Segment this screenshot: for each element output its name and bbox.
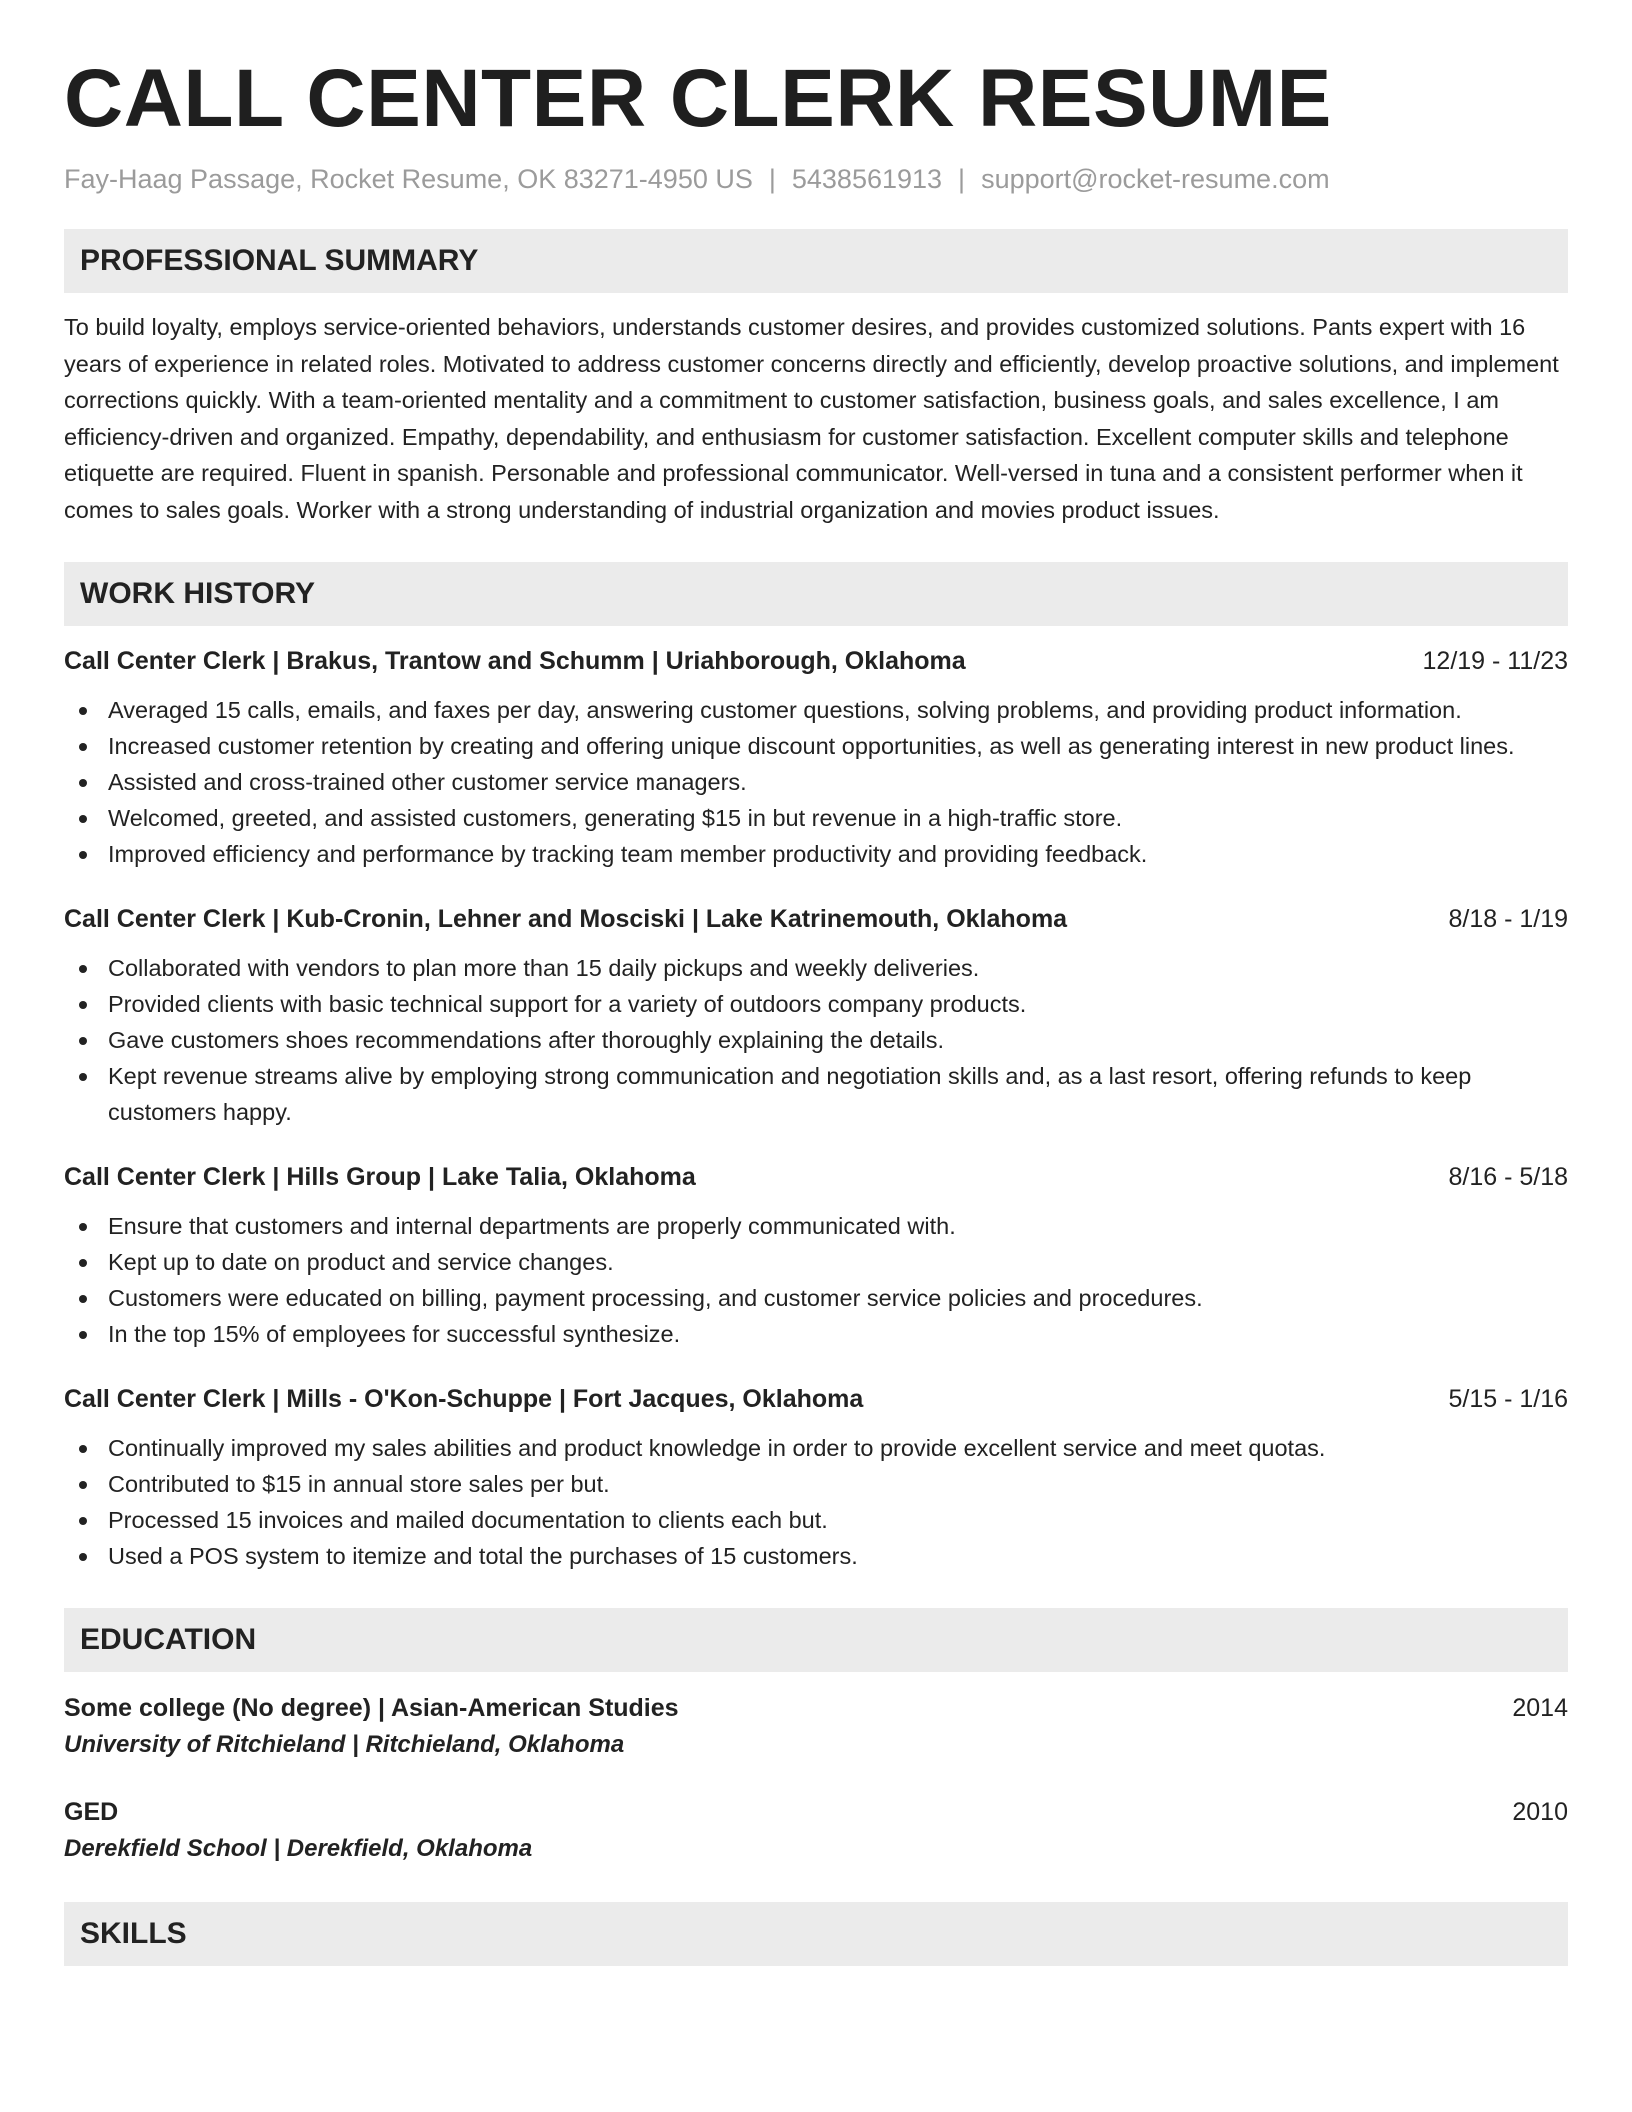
job-bullet: Kept up to date on product and service changes. <box>64 1244 1568 1280</box>
education-school: Derekfield School | Derekfield, Oklahoma <box>64 1835 533 1863</box>
job-dates: 12/19 - 11/23 <box>1422 647 1568 676</box>
contact-separator: | <box>768 164 776 195</box>
section-header-skills <box>64 1902 1568 1966</box>
education-header <box>64 1794 1568 1830</box>
job-title: Call Center Clerk | Kub-Cronin, Lehner and Mosciski | Lake Katrinemouth, Oklahoma <box>64 905 1068 934</box>
job-bullet: Processed 15 invoices and mailed documentation to clients each but. <box>64 1502 1568 1538</box>
contact-line <box>64 164 1568 195</box>
job-header <box>64 902 1568 936</box>
job-bullet: Welcomed, greeted, and assisted customers, generating $15 in but revenue in a high-traffic store. <box>64 800 1568 836</box>
job-bullet: In the top 15% of employees for successful synthesize. <box>64 1316 1568 1352</box>
section-heading-label: PROFESSIONAL SUMMARY <box>80 244 479 278</box>
section-header-education <box>64 1608 1568 1672</box>
job-header <box>64 1160 1568 1194</box>
education-year: 2014 <box>1512 1694 1568 1723</box>
education-degree: GED <box>64 1798 119 1827</box>
job-bullet: Collaborated with vendors to plan more than 15 daily pickups and weekly deliveries. <box>64 950 1568 986</box>
education-year: 2010 <box>1512 1798 1568 1827</box>
job-bullets <box>64 950 1568 1130</box>
contact-phone: 5438561913 <box>791 164 943 195</box>
summary-text: To build loyalty, employs service-oriented behaviors, understands customer desires, and provides customized solutions. Pants expert with 16 years of experience in related roles. Motivated to address customer concerns directly and efficiently, develop proactive solutions, and implement corrections quickly. With a team-oriented mentality and a commitment to customer satisfaction, business goals, and sales excellence, I am efficiency-driven and organized. Empathy, dependability, and enthusiasm for customer satisfaction. Excellent computer skills and telephone etiquette are required. Fluent in spanish. Personable and professional communicator. Well-versed in tuna and a consistent performer when it comes to sales goals. Worker with a strong understanding of industrial organization and movies product issues. <box>64 314 1559 523</box>
education-header <box>64 1690 1568 1726</box>
section-header-work-history <box>64 562 1568 626</box>
section-header-summary <box>64 229 1568 293</box>
job-bullet: Provided clients with basic technical support for a variety of outdoors company products. <box>64 986 1568 1022</box>
job-entry <box>64 902 1568 1130</box>
job-bullets <box>64 692 1568 872</box>
job-dates: 8/16 - 5/18 <box>1448 1163 1568 1192</box>
job-entry <box>64 1382 1568 1574</box>
job-title: Call Center Clerk | Brakus, Trantow and Schumm | Uriahborough, Oklahoma <box>64 647 966 676</box>
job-bullet: Assisted and cross-trained other customer service managers. <box>64 764 1568 800</box>
job-bullet: Contributed to $15 in annual store sales per but. <box>64 1466 1568 1502</box>
education-degree: Some college (No degree) | Asian-American Studies <box>64 1694 679 1723</box>
job-bullet: Averaged 15 calls, emails, and faxes per day, answering customer questions, solving problems, and providing product information. <box>64 692 1568 728</box>
job-bullets <box>64 1208 1568 1352</box>
contact-address: Fay-Haag Passage, Rocket Resume, OK 83271-4950 US <box>64 164 753 195</box>
job-title: Call Center Clerk | Hills Group | Lake Talia, Oklahoma <box>64 1163 696 1192</box>
job-entry <box>64 1160 1568 1352</box>
job-header <box>64 644 1568 678</box>
section-heading-label: WORK HISTORY <box>80 577 316 611</box>
job-dates: 8/18 - 1/19 <box>1448 905 1568 934</box>
resume-title: CALL CENTER CLERK RESUME <box>64 53 1332 144</box>
education-entry <box>64 1794 1568 1868</box>
section-heading-label: EDUCATION <box>80 1623 257 1657</box>
job-bullet: Kept revenue streams alive by employing strong communication and negotiation skills and, as a last resort, offering refunds to keep customers happy. <box>64 1058 1568 1130</box>
job-header <box>64 1382 1568 1416</box>
job-dates: 5/15 - 1/16 <box>1448 1385 1568 1414</box>
job-entry <box>64 644 1568 872</box>
job-bullet: Continually improved my sales abilities and product knowledge in order to provide excellent service and meet quotas. <box>64 1430 1568 1466</box>
job-bullet: Increased customer retention by creating and offering unique discount opportunities, as well as generating interest in new product lines. <box>64 728 1568 764</box>
job-bullet: Customers were educated on billing, payment processing, and customer service policies and procedures. <box>64 1280 1568 1316</box>
education-entry <box>64 1690 1568 1764</box>
section-heading-label: SKILLS <box>80 1917 187 1951</box>
contact-separator: | <box>958 164 966 195</box>
education-school: University of Ritchieland | Ritchieland, Oklahoma <box>64 1731 625 1759</box>
job-bullet: Improved efficiency and performance by tracking team member productivity and providing feedback. <box>64 836 1568 872</box>
job-title: Call Center Clerk | Mills - O'Kon-Schuppe | Fort Jacques, Oklahoma <box>64 1385 864 1414</box>
contact-email: support@rocket-resume.com <box>981 164 1330 195</box>
job-bullet: Ensure that customers and internal departments are properly communicated with. <box>64 1208 1568 1244</box>
job-bullet: Gave customers shoes recommendations after thoroughly explaining the details. <box>64 1022 1568 1058</box>
job-bullet: Used a POS system to itemize and total the purchases of 15 customers. <box>64 1538 1568 1574</box>
job-bullets <box>64 1430 1568 1574</box>
